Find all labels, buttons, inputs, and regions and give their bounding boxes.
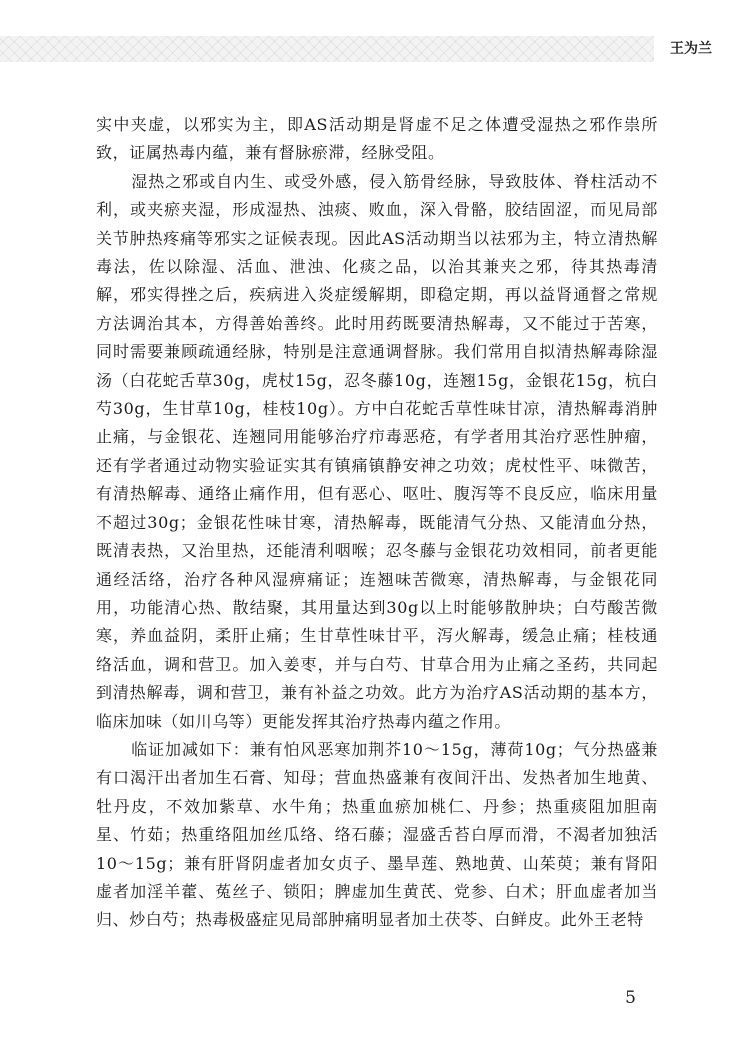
- paragraph-treatment-method: 湿热之邪或自内生、或受外感，侵入筋骨经脉，导致肢体、脊柱活动不利，或夹瘀夹湿，形成湿热、浊痰、败血，深入骨骼，胶结固涩，而见局部关节肿热疼痛等邪实之证候表现。因此AS活动期当以祛邪为主，特立清热解毒法，佐以除湿、活血、泄浊、化痰之品，以治其兼夹之邪，待其热毒清解，邪实得挫之后，疾病进入炎症缓解期，即稳定期，再以益肾通督之常规方法调治其本，方得善始善终。此时用药既要清热解毒，又不能过于苦寒，同时需要兼顾疏通经脉，特别是注意通调督脉。我们常用自拟清热解毒除湿汤（白花蛇舌草30g，虎杖15g，忍冬藤10g，连翘15g，金银花15g，杭白芍30g，生甘草10g，桂枝10g）。方中白花蛇舌草性味甘凉，清热解毒消肿止痛，与金银花、连翘同用能够治疗疖毒恶疮，有学者用其治疗恶性肿瘤，还有学者通过动物实验证实其有镇痛镇静安神之功效；虎杖性平、味微苦，有清热解毒、通络止痛作用，但有恶心、呕吐、腹泻等不良反应，临床用量不超过30g；金银花性味甘寒，清热解毒，既能清气分热、又能清血分热，既清表热，又治里热，还能清利咽喉；忍冬藤与金银花功效相同，前者更能通经活络，治疗各种风湿痹痛证；连翘味苦微寒，清热解毒，与金银花同用，功能清心热、散结聚，其用量达到30g以上时能够散肿块；白芍酸苦微寒，养血益阴，柔肝止痛；生甘草性味甘平，泻火解毒，缓急止痛；桂枝通络活血，调和营卫。加入姜枣，并与白芍、甘草合用为止痛之圣药，共同起到清热解毒，调和营卫，兼有补益之功效。此方为治疗AS活动期的基本方，临床加味（如川乌等）更能发挥其治疗热毒内蕴之作用。: [96, 171, 658, 731]
- paragraph-modifications: 临证加减如下：兼有怕风恶寒加荆芥10～15g，薄荷10g；气分热盛兼有口渴汗出者加生石膏、知母；营血热盛兼有夜间汗出、发热者加生地黄、牡丹皮，不效加紫草、水牛角；热重血瘀加桃仁、丹参；热重痰阻加胆南星、竹茹；热重络阻加丝瓜络、络石藤；湿盛舌苔白厚而滑，不渴者加独活10～15g；兼有肝肾阴虚者加女贞子、墨旱莲、熟地黄、山茱萸；兼有肾阳虚者加淫羊藿、菟丝子、锁阳；脾虚加生黄芪、党参、白术；肝血虚者加当归、炒白芍；热毒极盛症见局部肿痛明显者加土茯苓、白鲜皮。此外王老特: [96, 739, 658, 930]
- body-text: [96, 111, 658, 935]
- running-header-author: 王为兰: [654, 36, 730, 62]
- page-number: 5: [625, 988, 636, 1008]
- running-header-band: [0, 36, 730, 62]
- paragraph-continuation: 实中夹虚，以邪实为主，即AS活动期是肾虚不足之体遭受湿热之邪作祟所致，证属热毒内蕴，兼有督脉瘀滞，经脉受阻。: [96, 115, 658, 163]
